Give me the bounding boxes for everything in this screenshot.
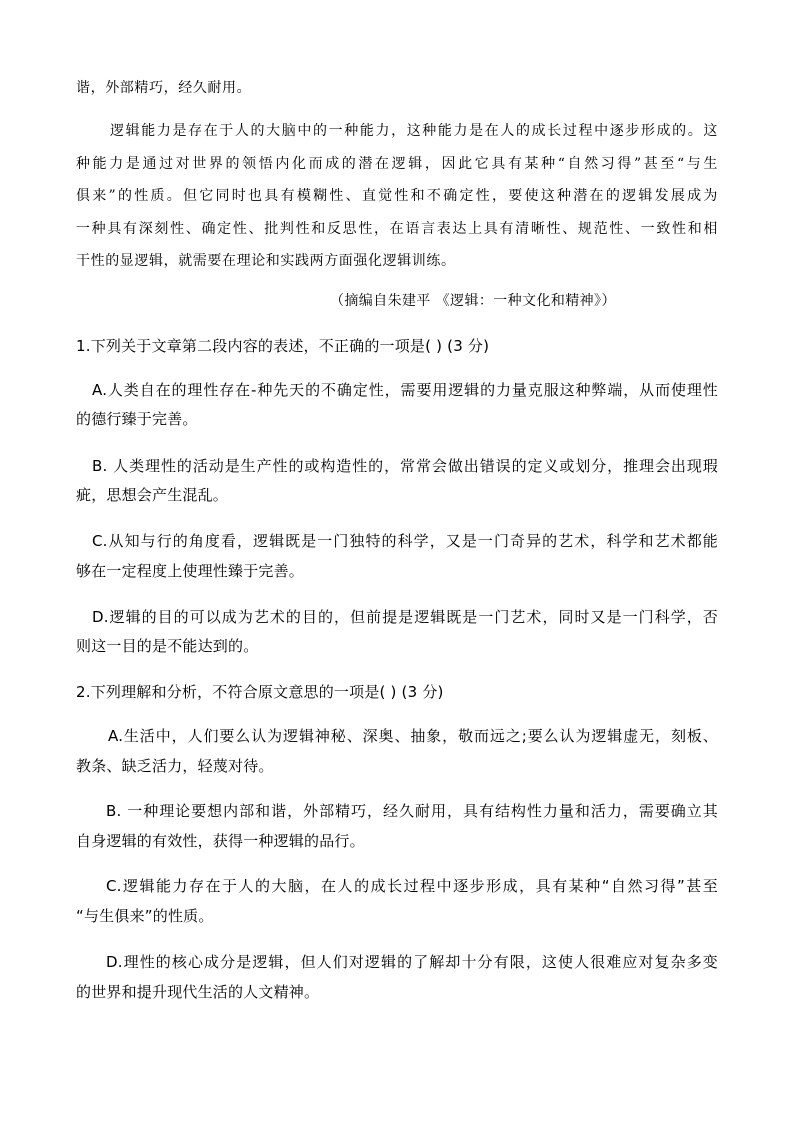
option-b-line-1: B. 一种理论要想内部和谐，外部精巧，经久耐用，具有结构性力量和活力，需要确立其 [106,802,718,820]
option-c-line-1: C.逻辑能力存在于人的大脑，在人的成长过程中逐步形成，具有某种“自然习得”甚至 [106,877,718,895]
option-d-line-2: 则这一目的是不能达到的。 [76,637,259,655]
option-a-line-2: 的德行臻于完善。 [76,410,198,428]
option-c-line-2: 够在一定程度上使理性臻于完善。 [76,562,305,580]
passage-line: 逻辑能力是存在于人的大脑中的一种能力，这种能力是在人的成长过程中逐步形成的。这 [110,123,718,139]
passage-paragraph-end: 谐，外部精巧，经久耐用。 [76,80,252,96]
option-a-line-1: A.生活中，人们要么认为逻辑神秘、深奥、抽象，敬而远之;要么认为逻辑虚无，刻板、 [108,727,718,745]
option-c-line-2: “与生俱来”的性质。 [76,907,214,925]
option-c-line-1: C.从知与行的角度看，逻辑既是一门独特的科学，又是一门奇异的艺术，科学和艺术都能 [92,532,718,550]
option-b-line-2: 自身逻辑的有效性，获得一种逻辑的品行。 [76,832,365,850]
option-a-line-2: 教条、缺乏活力，轻蔑对待。 [76,757,274,775]
option-a-line-1: A.人类自在的理性存在-种先天的不确定性，需要用逻辑的力量克服这种弊端，从而使理性 [92,381,718,399]
source-citation: （摘编自朱建平 《逻辑：一种文化和精神》） [330,293,616,309]
option-d-line-2: 的世界和提升现代生活的人文精神。 [76,983,320,1001]
option-d-line-1: D.逻辑的目的可以成为艺术的目的，但前提是逻辑既是一门艺术，同时又是一门科学，否 [92,608,718,626]
question-stem: 1.下列关于文章第二段内容的表述，不正确的一项是( ) (3 分) [76,337,490,355]
option-d-line-1: D.理性的核心成分是逻辑，但人们对逻辑的了解却十分有限，这使人很难应对复杂多变 [106,953,718,971]
passage-line: 种能力是通过对世界的领悟内化而成的潜在逻辑，因此它具有某种“自然习得”甚至“与生 [76,156,718,172]
passage-line: 干性的显逻辑，就需要在理论和实践两方面强化逻辑训练。 [76,253,456,269]
question-stem: 2.下列理解和分析，不符合原文意思的一项是( ) (3 分) [76,683,444,701]
option-b-line-2: 疵，思想会产生混乱。 [76,486,229,504]
option-b-line-1: B. 人类理性的活动是生产性的或构造性的，常常会做出错误的定义或划分，推理会出现瑕 [92,457,718,475]
passage-line: 俱来”的性质。但它同时也具有模糊性、直觉性和不确定性，要使这种潜在的逻辑发展成为 [76,188,718,204]
passage-line: 一种具有深刻性、确定性、批判性和反思性，在语言表达上具有清晰性、规范性、一致性和相 [76,221,718,237]
